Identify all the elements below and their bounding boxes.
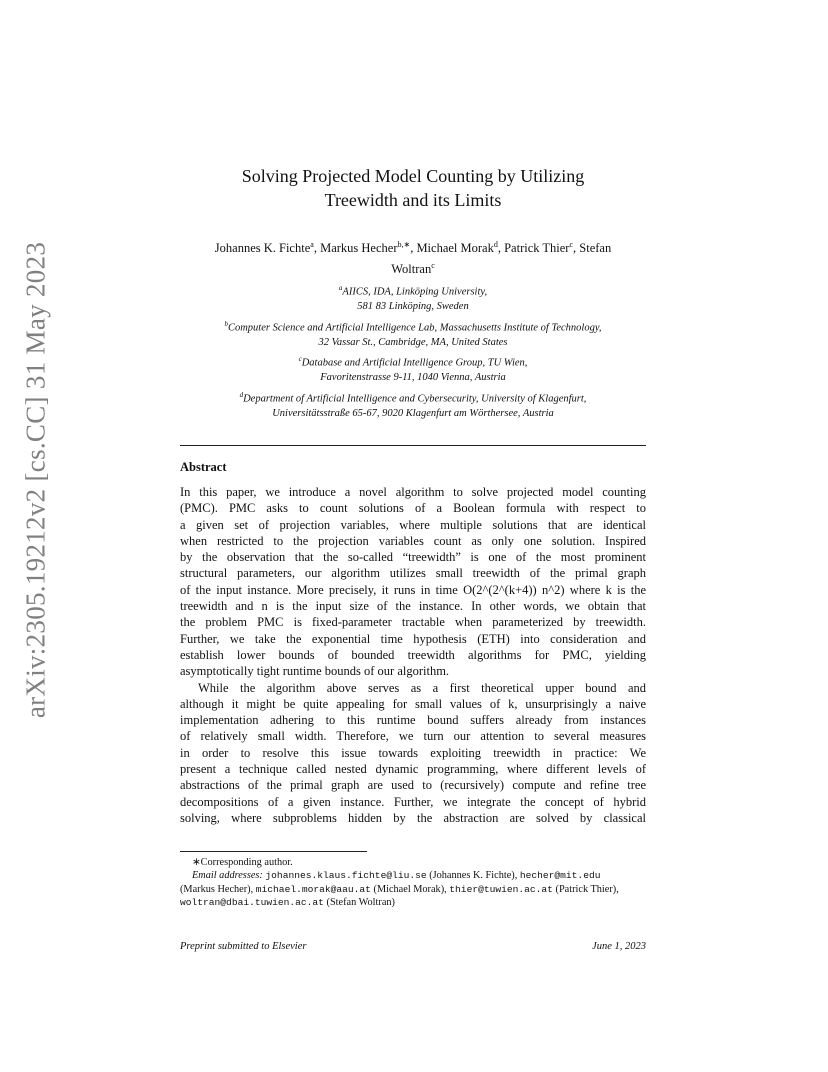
corresponding-author-note: ∗Corresponding author.: [192, 857, 293, 868]
title-line-1: Solving Projected Model Counting by Utilizing: [241, 166, 585, 186]
affiliation-line: AIICS, IDA, Linköping University,: [342, 286, 488, 298]
abstract-line: structural parameters, our algorithm utilizes small treewidth of the primal graph: [180, 566, 646, 581]
abstract-line: While the algorithm above serves as a first theoretical upper bound and: [198, 680, 646, 695]
arxiv-identifier: arXiv:2305.19212v2 [cs.CC] 31 May 2023: [20, 241, 51, 719]
abstract-line: treewidth and n is the input size of the instance. In other words, we obtain that: [180, 599, 646, 614]
abstract-line: implementation adhering to this runtime bound suffers already from instances: [180, 713, 646, 728]
abstract-line: of the input instance. More precisely, it runs in time O(2^(2^(k+4)) n^2) where k is the: [180, 582, 646, 597]
author-affil-mark: c: [431, 261, 435, 271]
abstract-line: abstractions of the primal graph are used to (recursively) compute and refine tree: [180, 778, 646, 793]
affiliation-mark: b: [224, 319, 228, 328]
author-name: Markus Hecher: [320, 241, 398, 256]
author-name: Johannes K. Fichte: [214, 241, 311, 256]
author-line-1: Johannes K. Fichte$^a$, Markus Hecher$^{b,∗}$, Michael Morak$^d$, Patrick Thier$^c$, Stefan: [214, 240, 612, 256]
abstract-line: establish lower bounds of bounded treewidth algorithms for PMC, yielding: [180, 647, 646, 662]
author-line-2: [180, 257, 646, 278]
affiliation-line: Favoritenstrasse 9-11, 1040 Vienna, Austria: [320, 372, 506, 383]
email-owner: (Markus Hecher),: [180, 883, 254, 895]
abstract-line: decompositions of a given instance. Further, we integrate the concept of hybrid: [180, 794, 646, 809]
affiliation-line: 32 Vassar St., Cambridge, MA, United States: [318, 336, 508, 348]
author-affil-mark: b,∗: [397, 240, 411, 249]
affiliation-d: [180, 388, 646, 422]
email-link[interactable]: thier@tuwien.ac.at: [449, 883, 553, 895]
footer-date: June 1, 2023: [592, 941, 646, 952]
author-name: Patrick Thier: [504, 241, 570, 256]
email-owner: (Stefan Woltran): [326, 896, 395, 908]
author-affil-mark: d: [493, 240, 498, 249]
abstract-line: In this paper, we introduce a novel algorithm to solve projected model counting: [180, 485, 646, 499]
email-label: Email addresses:: [192, 870, 263, 882]
email-owner: (Johannes K. Fichte),: [429, 870, 518, 882]
affiliation-line: Database and Artificial Intelligence Group, TU Wien,: [301, 357, 528, 369]
preprint-note: Preprint submitted to Elsevier: [180, 941, 307, 952]
abstract-line: asymptotically tight runtime bounds of our algorithm.: [180, 664, 450, 679]
abstract-line: a given set of projection variables, where multiple solutions that are identical: [180, 517, 646, 532]
affiliation-b: [180, 317, 646, 351]
title-line-2: Treewidth and its Limits: [324, 190, 502, 210]
author-name: Michael Morak: [416, 241, 494, 256]
abstract-line: solving, where subproblems hidden by the abstraction are solved by classical: [180, 810, 646, 825]
abstract-line: present a technique called nested dynamic programming, where different levels of: [180, 762, 646, 777]
footnotes: [180, 856, 646, 909]
email-owner: (Michael Morak),: [373, 883, 447, 895]
abstract-line: when restricted to the projection variables count as only one solution. Inspired: [180, 533, 646, 548]
affiliation-line: Computer Science and Artificial Intelligence Lab, Massachusetts Institute of Technology,: [227, 322, 602, 333]
author-affil-mark: c: [569, 240, 574, 249]
abstract-heading: Abstract: [180, 460, 227, 474]
arxiv-sidebar: [0, 0, 72, 1072]
email-owner: (Patrick Thier),: [555, 883, 619, 895]
affiliation-mark: d: [239, 390, 244, 399]
author-affil-mark: a: [310, 240, 314, 249]
email-link[interactable]: johannes.klaus.fichte@liu.se: [265, 870, 427, 882]
affiliations: [180, 281, 646, 423]
abstract-body: [180, 484, 646, 826]
abstract-line: in order to resolve this issue towards exploiting treewidth in practice: We: [180, 745, 646, 760]
author-name-part: Stefan: [579, 241, 612, 256]
author-name-part: Woltran: [391, 262, 432, 277]
email-link[interactable]: michael.morak@aau.at: [255, 883, 371, 895]
email-link[interactable]: woltran@dbai.tuwien.ac.at: [180, 896, 324, 908]
affiliation-a: [180, 281, 646, 315]
affiliation-line: 581 83 Linköping, Sweden: [357, 301, 469, 312]
affiliation-line: Department of Artificial Intelligence and Cybersecurity, University of Klagenfurt,: [243, 393, 587, 404]
affiliation-line: Universitätsstraße 65-67, 9020 Klagenfurt am Wörthersee, Austria: [272, 407, 554, 419]
abstract-line: of relatively small width. Therefore, we turn our attention to several measures: [180, 729, 646, 744]
abstract-line: by the observation that the so-called “treewidth” is one of the most prominent: [180, 550, 646, 565]
abstract-line: (PMC). PMC asks to count solutions of a Boolean formula with respect to: [180, 501, 646, 516]
abstract-line: although it might be quite appealing for small values of k, unsurprisingly a naive: [180, 696, 646, 711]
abstract-line: Further, we take the exponential time hypothesis (ETH) into consideration and: [180, 631, 646, 646]
affiliation-c: [180, 352, 646, 386]
email-link[interactable]: hecher@mit.edu: [519, 870, 601, 882]
affiliation-mark: c: [298, 355, 302, 363]
footnote-divider: [180, 851, 367, 852]
header-divider: [180, 445, 646, 446]
author-list: [180, 236, 646, 278]
affiliation-mark: a: [338, 284, 343, 292]
paper-title: [180, 164, 646, 212]
abstract-line: the problem PMC is fixed-parameter tractable when parameterized by treewidth.: [180, 615, 646, 630]
